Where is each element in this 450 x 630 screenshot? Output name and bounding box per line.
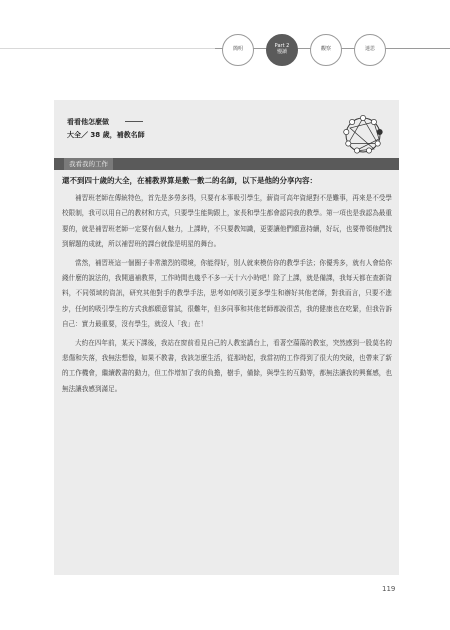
tab-4-label: 迷思 [364,46,375,53]
tab-1-label: 簡明 [232,46,243,53]
paragraph: 當然，補習班這一個圈子非常激烈的環境，你能得好，別人就來模仿你的教學手法；你優秀多，就有人會給你錢什麼的說法的，我開過補教界，工作時間也幾乎不多一天十六小時吧！除了上課，就是備課，我每天都在查新資料，不同領域的資訊，研究其他對手的教學手法，思考如何吸引更多學生和辦好其他老師，對我而言，只要不進步，任何的吸引學生的方式我都願意嘗試，很難年，但多同事和其他老師都說很苦，我的健康也在吃緊，但我告訴自己：實力最重要，沒有學生，就沒人「我」在！ [62,258,392,329]
profile-rule [125,121,143,122]
body-text [62,191,392,400]
tab-4[interactable] [354,34,386,66]
profile-name: 大全／ 38 歲，補教名師 [67,131,145,139]
section-tag: 我看我的工作 [64,158,113,170]
header-rule-left [0,48,215,49]
enneagram-icon [338,110,388,160]
tab-2[interactable] [266,34,298,66]
paragraph: 大約在四年前，某天下課後，我站在窗前看見自己的人教室講台上，看著空蕩蕩的教室，突然感到一股莫名的悲傷和失落，我無法想像，如果不教書，我該怎麼生活，從那時起，我當初的工作得到了很大的突破，也帶來了新的工作機會，繼續教書的動力，但工作增加了我的負擔，樹手，備餘，與學生的互動等，都無法讓我的興奮感，也無法讓我感到滿足。 [62,338,392,393]
page-number: 119 [382,585,396,593]
tab-1[interactable] [222,34,254,66]
intro-text: 還不到四十歲的大全，在補教界算是數一數二的名師，以下是他的分享內容： [62,176,317,185]
tab-2-sublabel: 慢讀 [276,49,287,55]
tab-3[interactable] [310,34,342,66]
tab-2-label: Part 2 [274,43,290,50]
paragraph: 補習班老師在傳統特色，首先是多勞多得，只要有本事吸引學生，薪資可高年資絕對不是難事，再來是不受學校限制，我可以用自己的教材和方式，只要學生能夠跟上，家長和學生都會認同我的教學。第一項也是我認為最重要的，就是補習班老師一定要有個人魅力，上課時，不只要教知識，更要讓他們願意持續，好玩，也要帶領他們找到解題的成就，所以補習班的課台就像是明星的舞台。 [62,194,392,249]
profile-label: 看看他怎麼做 [67,118,109,126]
tab-3-label: 觀察 [320,46,331,53]
